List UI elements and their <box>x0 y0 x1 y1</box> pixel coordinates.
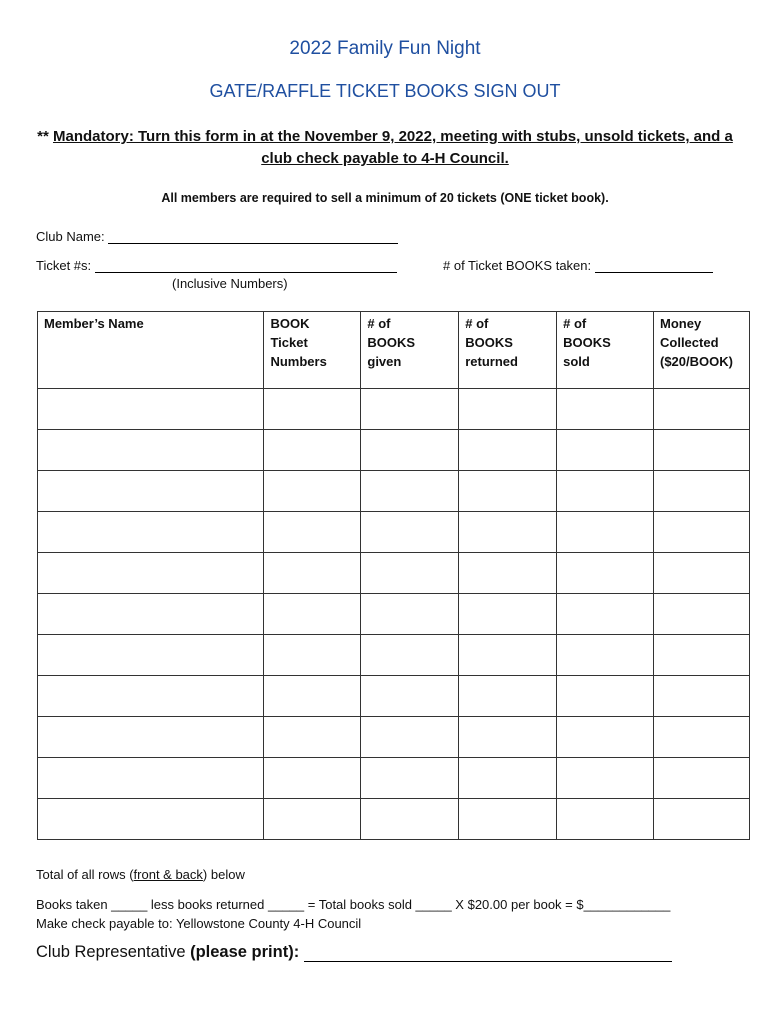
cell-books-returned[interactable] <box>459 635 557 676</box>
mandatory-notice <box>30 126 740 170</box>
table-header-row <box>38 312 750 389</box>
cell-member-name[interactable] <box>38 471 264 512</box>
cell-books-returned[interactable] <box>459 799 557 840</box>
cell-money-collected[interactable] <box>654 635 750 676</box>
cell-member-name[interactable] <box>38 717 264 758</box>
cell-member-name[interactable] <box>38 512 264 553</box>
payable-line: Make check payable to: Yellowstone County 4-H Council <box>36 916 362 931</box>
cell-book-ticket-numbers[interactable] <box>264 594 361 635</box>
front-back-text: front & back <box>133 867 203 882</box>
cell-book-ticket-numbers[interactable] <box>264 471 361 512</box>
cell-books-sold[interactable] <box>557 553 654 594</box>
cell-books-sold[interactable] <box>557 717 654 758</box>
cell-book-ticket-numbers[interactable] <box>264 676 361 717</box>
cell-books-returned[interactable] <box>459 594 557 635</box>
table-row <box>38 799 750 840</box>
table-row <box>38 389 750 430</box>
table-row <box>38 553 750 594</box>
cell-books-given[interactable] <box>361 594 459 635</box>
header-members-name: Member’s Name <box>38 312 264 389</box>
calculation-block <box>36 895 670 933</box>
cell-book-ticket-numbers[interactable] <box>264 553 361 594</box>
cell-book-ticket-numbers[interactable] <box>264 758 361 799</box>
cell-books-given[interactable] <box>361 389 459 430</box>
cell-member-name[interactable] <box>38 594 264 635</box>
cell-member-name[interactable] <box>38 799 264 840</box>
header-book-ticket-numbers: BOOK Ticket Numbers <box>264 312 361 389</box>
cell-money-collected[interactable] <box>654 758 750 799</box>
cell-money-collected[interactable] <box>654 430 750 471</box>
table-row <box>38 430 750 471</box>
books-taken-field[interactable] <box>595 258 713 273</box>
table-row <box>38 635 750 676</box>
header-books-sold: # of BOOKS sold <box>557 312 654 389</box>
cell-member-name[interactable] <box>38 676 264 717</box>
cell-money-collected[interactable] <box>654 471 750 512</box>
cell-book-ticket-numbers[interactable] <box>264 799 361 840</box>
table-row <box>38 717 750 758</box>
cell-books-sold[interactable] <box>557 635 654 676</box>
club-name-row <box>36 229 398 244</box>
totals-note: Total of all rows (front & back) below <box>36 867 245 882</box>
club-name-field[interactable] <box>108 229 398 244</box>
table-body <box>38 389 750 840</box>
cell-books-returned[interactable] <box>459 758 557 799</box>
cell-book-ticket-numbers[interactable] <box>264 512 361 553</box>
rep-print-note: (please print): <box>190 943 300 961</box>
ticket-numbers-row <box>36 258 397 273</box>
header-money-collected: Money Collected ($20/BOOK) <box>654 312 750 389</box>
cell-books-sold[interactable] <box>557 758 654 799</box>
cell-books-sold[interactable] <box>557 471 654 512</box>
cell-books-given[interactable] <box>361 553 459 594</box>
cell-books-returned[interactable] <box>459 553 557 594</box>
cell-books-sold[interactable] <box>557 512 654 553</box>
signout-table <box>37 311 750 840</box>
table-row <box>38 758 750 799</box>
cell-books-sold[interactable] <box>557 799 654 840</box>
table-row <box>38 676 750 717</box>
cell-member-name[interactable] <box>38 635 264 676</box>
cell-money-collected[interactable] <box>654 676 750 717</box>
cell-book-ticket-numbers[interactable] <box>264 389 361 430</box>
calculation-line: Books taken _____ less books returned _____ = Total books sold _____ X $20.00 per book = $____________ <box>36 897 671 912</box>
header-books-returned: # of BOOKS returned <box>459 312 557 389</box>
club-representative-row <box>36 943 672 962</box>
cell-member-name[interactable] <box>38 430 264 471</box>
cell-books-returned[interactable] <box>459 389 557 430</box>
cell-book-ticket-numbers[interactable] <box>264 430 361 471</box>
cell-member-name[interactable] <box>38 389 264 430</box>
cell-money-collected[interactable] <box>654 717 750 758</box>
club-name-label: Club Name: <box>36 229 105 244</box>
cell-books-given[interactable] <box>361 676 459 717</box>
cell-books-given[interactable] <box>361 717 459 758</box>
cell-books-given[interactable] <box>361 512 459 553</box>
rep-signature-field[interactable] <box>304 945 672 962</box>
cell-member-name[interactable] <box>38 553 264 594</box>
cell-books-given[interactable] <box>361 799 459 840</box>
cell-books-returned[interactable] <box>459 512 557 553</box>
cell-books-sold[interactable] <box>557 676 654 717</box>
header-books-given: # of BOOKS given <box>361 312 459 389</box>
notice-text: Mandatory: Turn this form in at the November 9, 2022, meeting with stubs, unsold tickets, and a club check payable to 4-H Council. <box>53 128 733 167</box>
cell-money-collected[interactable] <box>654 594 750 635</box>
cell-money-collected[interactable] <box>654 389 750 430</box>
cell-books-sold[interactable] <box>557 594 654 635</box>
ticket-numbers-field[interactable] <box>95 258 397 273</box>
table-row <box>38 471 750 512</box>
cell-money-collected[interactable] <box>654 512 750 553</box>
books-taken-row <box>443 258 713 273</box>
inclusive-note: (Inclusive Numbers) <box>172 276 288 291</box>
cell-books-returned[interactable] <box>459 471 557 512</box>
cell-money-collected[interactable] <box>654 799 750 840</box>
rep-label: Club Representative <box>36 943 191 961</box>
cell-money-collected[interactable] <box>654 553 750 594</box>
cell-member-name[interactable] <box>38 758 264 799</box>
notice-prefix: ** <box>37 128 53 145</box>
cell-book-ticket-numbers[interactable] <box>264 635 361 676</box>
cell-books-returned[interactable] <box>459 717 557 758</box>
minimum-requirement: All members are required to sell a minimum of 20 tickets (ONE ticket book). <box>161 191 609 205</box>
cell-books-sold[interactable] <box>557 430 654 471</box>
cell-books-given[interactable] <box>361 758 459 799</box>
cell-books-given[interactable] <box>361 430 459 471</box>
cell-books-given[interactable] <box>361 635 459 676</box>
ticket-numbers-label: Ticket #s: <box>36 258 92 273</box>
cell-book-ticket-numbers[interactable] <box>264 717 361 758</box>
cell-books-given[interactable] <box>361 471 459 512</box>
form-title: 2022 Family Fun Night <box>289 38 481 59</box>
cell-books-returned[interactable] <box>459 430 557 471</box>
table-row <box>38 512 750 553</box>
cell-books-sold[interactable] <box>557 389 654 430</box>
cell-books-returned[interactable] <box>459 676 557 717</box>
books-taken-label: # of Ticket BOOKS taken: <box>443 258 592 273</box>
form-subtitle: GATE/RAFFLE TICKET BOOKS SIGN OUT <box>209 81 561 101</box>
table-row <box>38 594 750 635</box>
